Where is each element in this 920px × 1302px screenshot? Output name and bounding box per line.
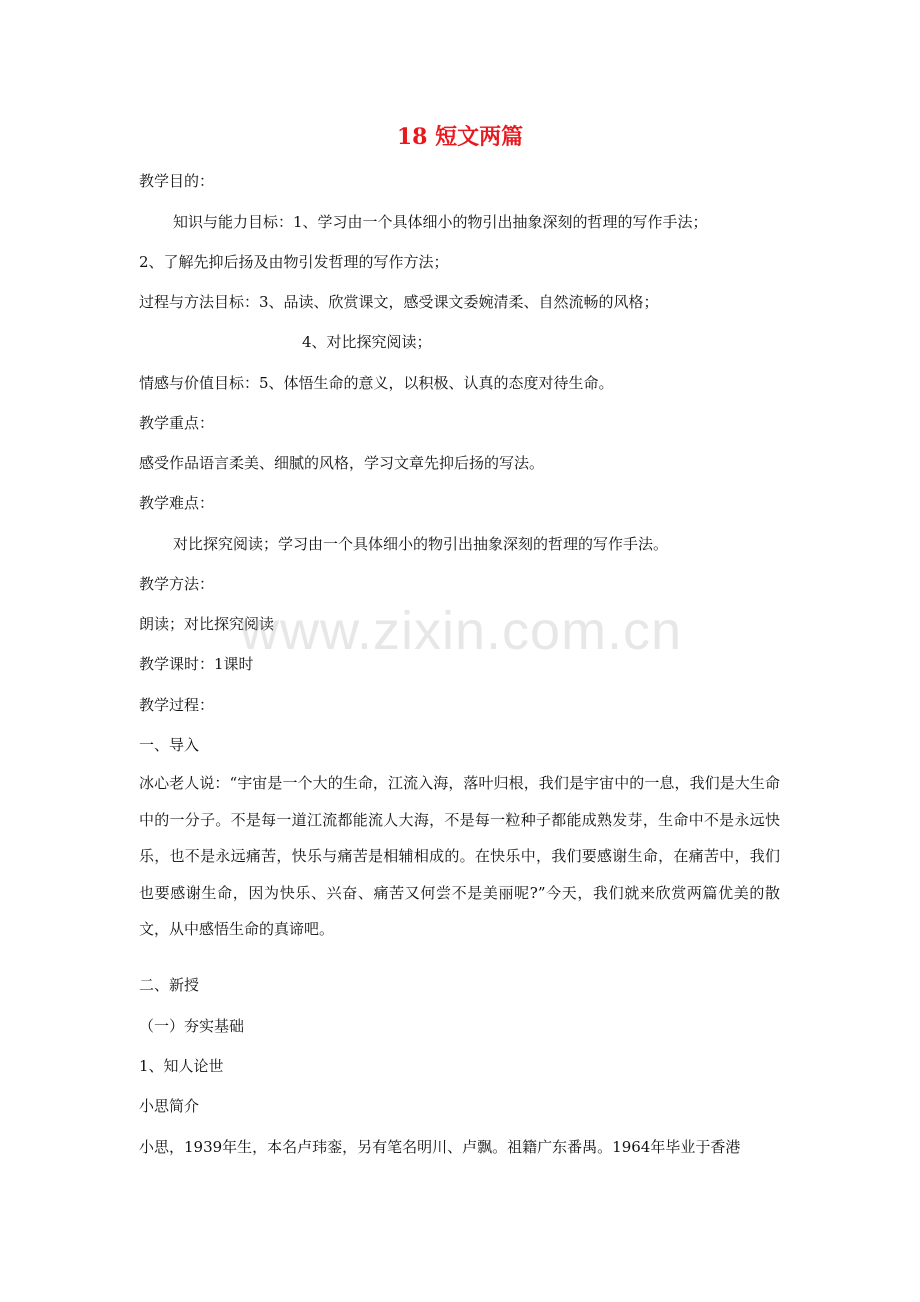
watermark: www.zixin.com.cn: [240, 601, 683, 661]
methods-text: 朗读；对比探究阅读: [139, 615, 275, 633]
class-hours: 教学课时：1课时: [139, 655, 254, 673]
goal-item-4: 4、对比探究阅读；: [302, 333, 432, 351]
goal-emotion: 情感与价值目标：5、体悟生命的意义，以积极、认真的态度对待生命。: [139, 374, 614, 392]
heading-difficulties: 教学难点：: [139, 494, 215, 512]
heading-teaching-goals: 教学目的：: [139, 172, 215, 190]
heading-key-points: 教学重点：: [139, 414, 215, 432]
item-author-context: 1、知人论世: [139, 1057, 224, 1075]
section-intro-heading: 一、导入: [139, 736, 200, 754]
goal-process: 过程与方法目标：3、品读、欣赏课文，感受课文委婉清柔、自然流畅的风格；: [139, 293, 659, 311]
heading-process: 教学过程：: [139, 696, 215, 714]
author-intro-heading: 小思简介: [139, 1097, 200, 1115]
section-new-heading: 二、新授: [139, 976, 200, 994]
goal-item-2: 2、了解先抑后扬及由物引发哲理的写作方法；: [139, 253, 449, 271]
document-title: 18 短文两篇: [396, 124, 524, 150]
subsection-basics: （一）夯实基础: [139, 1017, 245, 1035]
difficulties-text: 对比探究阅读；学习由一个具体细小的物引出抽象深刻的哲理的写作手法。: [173, 535, 669, 553]
author-intro-text: 小思，1939年生，本名卢玮銮，另有笔名明川、卢飘。祖籍广东番禺。1964年毕业于香港: [139, 1138, 741, 1156]
goal-knowledge: 知识与能力目标：1、学习由一个具体细小的物引出抽象深刻的哲理的写作手法；: [173, 213, 708, 231]
intro-paragraph: 冰心老人说：“宇宙是一个大的生命，江流入海，落叶归根，我们是宇宙中的一息，我们是大生命中的一分子。不是每一道江流都能流人大海，不是每一粒种子都能成熟发芽，生命中不是永远快乐，也不是永远痛苦，快乐与痛苦是相辅相成的。在快乐中，我们要感谢生命，在痛苦中，我们也要感谢生命，因为快乐、兴奋、痛苦又何尝不是美丽呢?”今天，我们就来欣赏两篇优美的散文，从中感悟生命的真谛吧。: [139, 774, 780, 938]
key-points-text: 感受作品语言柔美、细腻的风格，学习文章先抑后扬的写法。: [139, 454, 545, 472]
heading-methods: 教学方法：: [139, 575, 215, 593]
